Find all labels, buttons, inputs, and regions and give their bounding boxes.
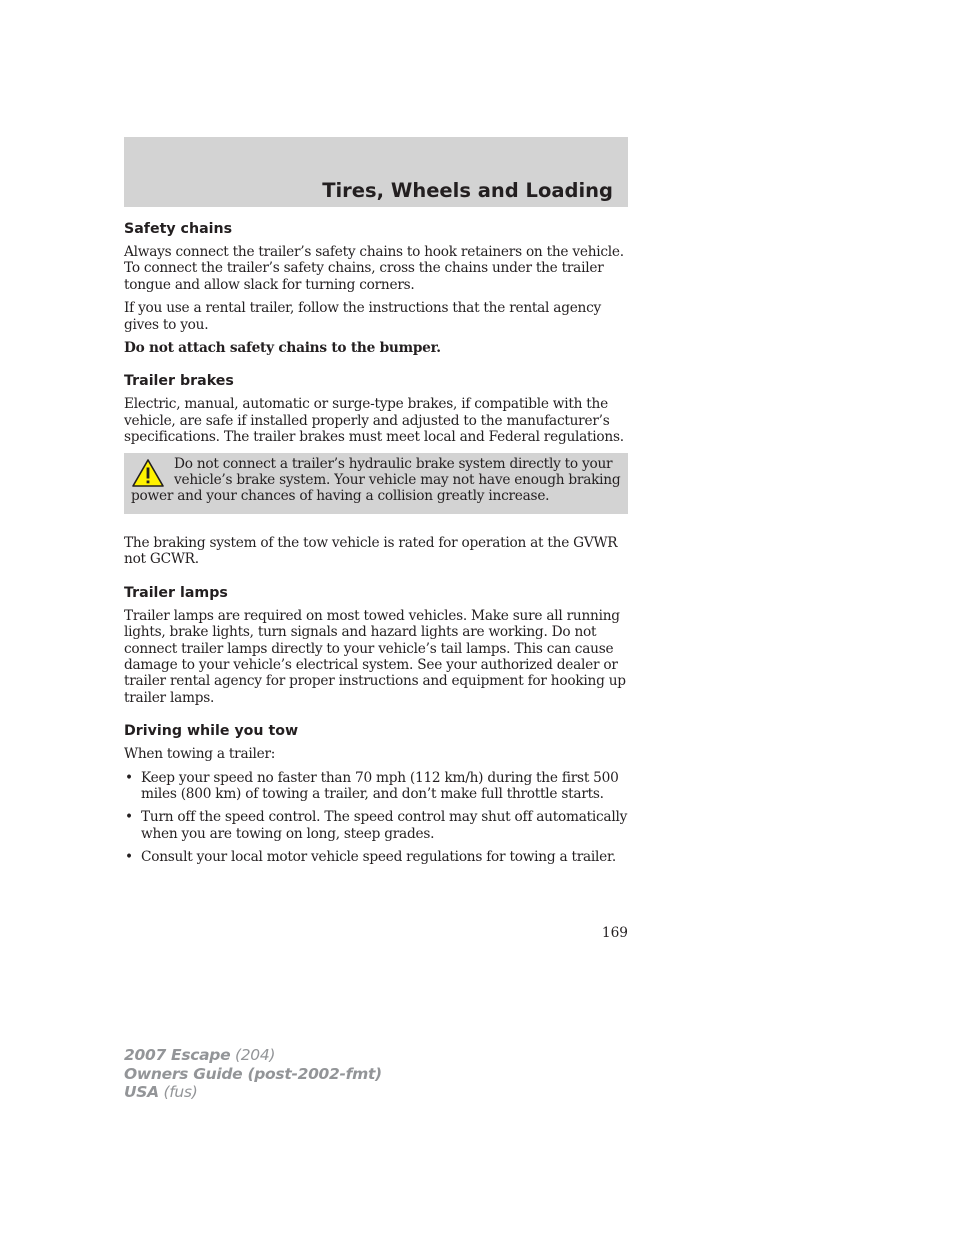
section-title: Tires, Wheels and Loading bbox=[322, 179, 613, 202]
heading-safety-chains: Safety chains bbox=[124, 221, 233, 237]
footer-model: 2007 Escape bbox=[124, 1046, 231, 1064]
paragraph: When towing a trailer: bbox=[124, 746, 276, 763]
paragraph: If you use a rental trailer, follow the instructions that the rental agency gives to you. bbox=[124, 300, 602, 333]
bullet-icon: • bbox=[125, 809, 133, 826]
paragraph: Trailer lamps are required on most towed vehicles. Make sure all running lights, brake lights, turn signals and hazard lights are working. Do not connect trailer lamps directly to your vehicle’s tail lamps. This can cause damage to your vehicle’s electrical system. See your authorized dealer or trailer rental agency for proper instructions and equipment for hooking up trailer lamps. bbox=[124, 607, 626, 706]
footer-guide: Owners Guide (post-2002-fmt) bbox=[124, 1064, 382, 1083]
bullet-icon: • bbox=[125, 769, 133, 786]
paragraph: Always connect the trailer’s safety chains to hook retainers on the vehicle. To connect the trailer’s safety chains, cross the chains under the trailer tongue and allow slack for turning corners. bbox=[124, 244, 624, 293]
warning-triangle-icon bbox=[131, 458, 165, 488]
list-item: • Consult your local motor vehicle speed regulations for towing a trailer. bbox=[125, 849, 616, 866]
list-item: • Keep your speed no faster than 70 mph (112 km/h) during the first 500 miles (800 km) of towing a trailer, and don’t make full throttle starts. bbox=[125, 769, 619, 802]
footer-market: USA bbox=[124, 1083, 159, 1101]
heading-trailer-lamps: Trailer lamps bbox=[124, 584, 228, 601]
list-item: • Turn off the speed control. The speed control may shut off automatically when you are towing on long, steep grades. bbox=[125, 809, 628, 842]
document-footer bbox=[124, 1046, 382, 1102]
paragraph: The braking system of the tow vehicle is rated for operation at the GVWR not GCWR. bbox=[124, 534, 618, 568]
bullet-list bbox=[124, 770, 628, 866]
heading-driving-while-you-tow: Driving while you tow bbox=[124, 723, 299, 740]
bold-notice: Do not attach safety chains to the bumper. bbox=[124, 340, 441, 357]
warning-box bbox=[124, 453, 628, 514]
paragraph: Electric, manual, automatic or surge-type brakes, if compatible with the vehicle, are safe if installed properly and adjusted to the manufacturer’s specifications. The trailer brakes must meet local and Federal regulations. bbox=[124, 396, 624, 446]
bullet-icon: • bbox=[125, 849, 133, 866]
section-header-band bbox=[124, 137, 628, 207]
warning-text: Do not connect a trailer’s hydraulic brake system directly to your vehicle’s brake system. Your vehicle may not have enough braking power and your chances of having a collision greatly increase. bbox=[131, 455, 621, 505]
footer-market-code: (fus) bbox=[163, 1083, 198, 1101]
page-content bbox=[124, 219, 628, 873]
heading-trailer-brakes: Trailer brakes bbox=[124, 373, 234, 390]
page-number: 169 bbox=[601, 925, 628, 941]
footer-model-code: (204) bbox=[234, 1046, 276, 1064]
